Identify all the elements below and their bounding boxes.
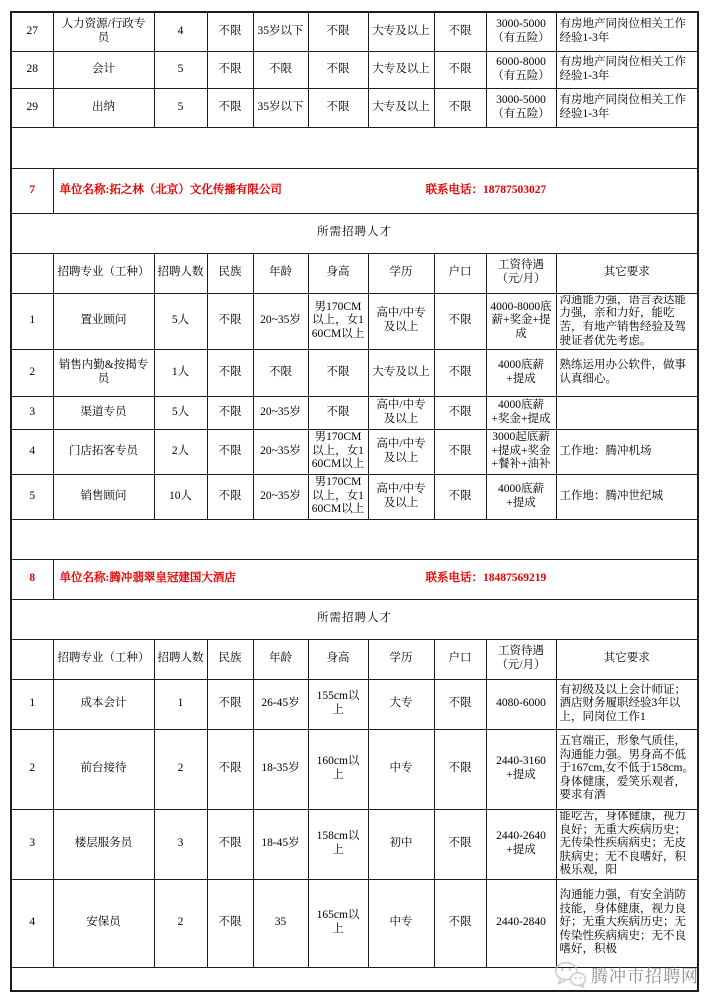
other-requirements xyxy=(556,879,698,967)
job-title-text: 人力资源/行政专员 xyxy=(61,18,146,44)
age xyxy=(253,293,308,349)
row-number xyxy=(11,429,53,474)
job-row xyxy=(11,88,698,127)
ethnicity-text: 不限 xyxy=(218,697,242,710)
ethnicity xyxy=(207,293,253,349)
education xyxy=(368,729,434,809)
age xyxy=(253,429,308,474)
ethnicity xyxy=(207,879,253,967)
job-row xyxy=(11,396,698,429)
column-header-age: 年龄 xyxy=(253,639,308,679)
age xyxy=(253,729,308,809)
column-header-other-requirements: 其它要求 xyxy=(556,253,698,293)
job-title-text: 渠道专员 xyxy=(80,405,127,418)
height-requirement-text: 男170CM以上，女160CM以上 xyxy=(311,476,365,516)
ethnicity-text: 不限 xyxy=(218,489,242,502)
age-text: 不限 xyxy=(269,365,292,378)
watermark-text: 腾冲市招聘网 xyxy=(591,967,699,986)
row-number xyxy=(11,679,53,729)
headcount-text: 1人 xyxy=(171,365,190,378)
section-subtitle-row xyxy=(11,213,698,253)
education-text: 大专 xyxy=(389,697,413,710)
job-title xyxy=(53,474,154,519)
column-header-headcount: 招聘人数 xyxy=(154,639,207,679)
age xyxy=(253,879,308,967)
ethnicity-text: 不限 xyxy=(218,916,242,929)
ethnicity-text: 不限 xyxy=(218,100,242,113)
headcount xyxy=(154,809,207,879)
job-row xyxy=(11,51,698,88)
job-title-text: 楼层服务员 xyxy=(74,837,133,850)
wechat-icon xyxy=(554,961,586,988)
household-registration xyxy=(434,879,486,967)
headcount-text: 5人 xyxy=(171,314,190,327)
other-requirements-text: 工作地：腾冲机场 xyxy=(559,444,652,457)
household-registration-text: 不限 xyxy=(448,24,472,37)
salary-text: 4000底薪+提成 xyxy=(498,358,544,385)
salary-text: 4000底薪+奖金+提成 xyxy=(491,398,551,425)
company-info-cell xyxy=(53,559,698,599)
job-row xyxy=(11,349,698,396)
column-header-headcount: 招聘人数 xyxy=(154,253,207,293)
other-requirements xyxy=(556,729,698,809)
height-requirement-text: 165cm以上 xyxy=(316,909,360,935)
education xyxy=(368,88,434,127)
ethnicity xyxy=(207,51,253,88)
headcount xyxy=(154,12,207,51)
row-number-text: 1 xyxy=(29,697,36,710)
row-number-text: 4 xyxy=(29,916,36,929)
company-number: 7 xyxy=(11,168,53,213)
education-text: 高中/中专及以上 xyxy=(376,482,426,509)
salary-text: 4080-6000 xyxy=(496,697,546,710)
height-requirement xyxy=(308,396,368,429)
column-header-height-requirement: 身高 xyxy=(308,253,368,293)
row-number xyxy=(11,349,53,396)
ethnicity-text: 不限 xyxy=(218,314,242,327)
height-requirement-text: 158cm以上 xyxy=(316,830,360,856)
height-requirement-text: 不限 xyxy=(326,405,350,418)
headcount-text: 3 xyxy=(177,837,184,850)
company-row xyxy=(11,559,698,599)
other-requirements-text: 沟通能力强，语言表达能力强，亲和力好，能吃苦，有地产销售经验及驾驶证者优先考虑。 xyxy=(559,294,686,347)
column-header-salary: 工资待遇（元/月） xyxy=(486,253,556,293)
age-text: 26-45岁 xyxy=(261,697,300,710)
height-requirement-text: 不限 xyxy=(326,62,350,75)
age xyxy=(253,349,308,396)
salary-text: 2440-3160+提成 xyxy=(496,755,546,781)
row-number xyxy=(11,879,53,967)
household-registration xyxy=(434,293,486,349)
job-title-text: 会计 xyxy=(92,62,115,75)
household-registration-text: 不限 xyxy=(448,314,472,327)
company-name: 单位名称:拓之林（北京）文化传播有限公司 xyxy=(59,183,282,196)
age xyxy=(253,51,308,88)
other-requirements xyxy=(556,349,698,396)
education xyxy=(368,293,434,349)
row-number-text: 27 xyxy=(26,24,38,37)
other-requirements-text: 有初级及以上会计师证；酒店财务履职经验3年以上，同岗位工作1 xyxy=(559,683,686,723)
other-requirements xyxy=(556,12,698,51)
row-number xyxy=(11,809,53,879)
age-text: 20~35岁 xyxy=(260,489,301,502)
headcount xyxy=(154,88,207,127)
company-number: 8 xyxy=(11,559,53,599)
ethnicity-text: 不限 xyxy=(218,62,242,75)
age xyxy=(253,809,308,879)
other-requirements-text: 工作地：腾冲世纪城 xyxy=(559,489,663,502)
ethnicity xyxy=(207,809,253,879)
household-registration-text: 不限 xyxy=(448,365,472,378)
household-registration-text: 不限 xyxy=(448,489,472,502)
education xyxy=(368,809,434,879)
other-requirements xyxy=(556,679,698,729)
job-title-text: 销售内勤&按揭专员 xyxy=(58,358,149,385)
other-requirements-text xyxy=(557,398,698,428)
job-row xyxy=(11,293,698,349)
other-requirements-text: 有房地产同岗位相关工作经验1-3年 xyxy=(559,55,686,82)
household-registration-text: 不限 xyxy=(448,100,472,113)
education-text: 中专 xyxy=(389,916,413,929)
education xyxy=(368,51,434,88)
household-registration xyxy=(434,474,486,519)
ethnicity-text: 不限 xyxy=(218,762,242,775)
headcount-text: 2 xyxy=(177,762,184,775)
height-requirement-text: 155cm以上 xyxy=(316,690,360,716)
household-registration xyxy=(434,679,486,729)
section-subtitle: 所需招聘人才 xyxy=(11,213,698,253)
education xyxy=(368,12,434,51)
job-title-text: 销售顾问 xyxy=(80,489,127,502)
household-registration-text: 不限 xyxy=(448,444,472,457)
company-phone: 联系电话：18487569219 xyxy=(425,572,547,585)
row-number xyxy=(11,293,53,349)
row-number-text: 5 xyxy=(29,489,36,502)
headcount-text: 5 xyxy=(177,100,184,113)
household-registration xyxy=(434,12,486,51)
column-header-other-requirements: 其它要求 xyxy=(556,639,698,679)
column-header-row-number xyxy=(11,639,53,679)
height-requirement-text: 160cm以上 xyxy=(316,755,360,781)
job-row xyxy=(11,474,698,519)
education xyxy=(368,396,434,429)
education-text: 初中 xyxy=(389,837,413,850)
age xyxy=(253,12,308,51)
job-title xyxy=(53,396,154,429)
row-number xyxy=(11,12,53,51)
row-number xyxy=(11,51,53,88)
other-requirements-text: 能吃苦，身体健康，视力良好；无重大疾病历史；无传染性疾病病史；无皮肤病史；无不良嗜好，积极乐观，阳 xyxy=(559,810,686,877)
row-number xyxy=(11,88,53,127)
job-row xyxy=(11,809,698,879)
other-requirements xyxy=(556,809,698,879)
spacer-row xyxy=(11,127,698,168)
row-number-text: 4 xyxy=(29,444,36,457)
other-requirements-text: 有房地产同岗位相关工作经验1-3年 xyxy=(559,18,686,44)
ethnicity-text: 不限 xyxy=(218,365,242,378)
column-header-ethnicity: 民族 xyxy=(207,639,253,679)
household-registration-text: 不限 xyxy=(448,837,472,850)
ethnicity-text: 不限 xyxy=(218,837,242,850)
education-text: 高中/中专及以上 xyxy=(376,437,426,464)
age xyxy=(253,88,308,127)
job-title-text: 安保员 xyxy=(86,916,121,929)
education-text: 中专 xyxy=(389,762,413,775)
headcount-text: 2 xyxy=(177,916,184,929)
height-requirement-text: 不限 xyxy=(326,24,350,37)
headcount xyxy=(154,679,207,729)
column-header-height-requirement: 身高 xyxy=(308,639,368,679)
job-row xyxy=(11,729,698,809)
column-header-household-registration: 户口 xyxy=(434,639,486,679)
height-requirement xyxy=(308,293,368,349)
other-requirements-text: 有房地产同岗位相关工作经验1-3年 xyxy=(559,93,686,120)
height-requirement xyxy=(308,679,368,729)
household-registration xyxy=(434,809,486,879)
salary-text: 3000起底薪+提成+奖金+餐补+油补 xyxy=(491,431,551,471)
height-requirement-text: 不限 xyxy=(326,365,350,378)
age-text: 35岁以下 xyxy=(257,24,304,37)
salary xyxy=(486,429,556,474)
company-name: 单位名称:腾冲翡翠皇冠建国大酒店 xyxy=(59,572,236,585)
age-text: 20~35岁 xyxy=(260,405,301,418)
education xyxy=(368,429,434,474)
education xyxy=(368,349,434,396)
job-title xyxy=(53,88,154,127)
salary xyxy=(486,474,556,519)
height-requirement xyxy=(308,349,368,396)
salary xyxy=(486,88,556,127)
other-requirements-text: 熟练运用办公软件，做事认真细心。 xyxy=(559,358,686,385)
job-title xyxy=(53,879,154,967)
household-registration-text: 不限 xyxy=(448,62,472,75)
headcount-text: 1 xyxy=(177,697,184,710)
salary xyxy=(486,12,556,51)
age-text: 不限 xyxy=(269,62,292,75)
job-title-text: 成本会计 xyxy=(80,697,127,710)
household-registration-text: 不限 xyxy=(448,405,472,418)
height-requirement xyxy=(308,729,368,809)
row-number xyxy=(11,396,53,429)
height-requirement-text: 男170CM以上，女160CM以上 xyxy=(311,300,365,340)
height-requirement xyxy=(308,88,368,127)
other-requirements xyxy=(556,293,698,349)
ethnicity xyxy=(207,12,253,51)
spacer-row xyxy=(11,519,698,559)
ethnicity-text: 不限 xyxy=(218,405,242,418)
other-requirements xyxy=(556,51,698,88)
section-subtitle-row xyxy=(11,599,698,639)
other-requirements xyxy=(556,88,698,127)
household-registration-text: 不限 xyxy=(448,762,472,775)
salary xyxy=(486,396,556,429)
company-phone: 联系电话：18787503027 xyxy=(425,183,547,196)
education-text: 高中/中专及以上 xyxy=(376,398,426,425)
headcount-text: 5人 xyxy=(171,405,190,418)
job-title xyxy=(53,293,154,349)
row-number-text: 2 xyxy=(29,365,36,378)
ethnicity-text: 不限 xyxy=(218,444,242,457)
column-header-education: 学历 xyxy=(368,253,434,293)
spacer-cell xyxy=(11,519,698,559)
job-row xyxy=(11,429,698,474)
height-requirement-text: 不限 xyxy=(326,100,350,113)
height-requirement-text: 男170CM以上，女160CM以上 xyxy=(311,431,365,471)
recruitment-table-body xyxy=(11,12,698,991)
age-text: 35 xyxy=(274,916,287,929)
age-text: 18-45岁 xyxy=(261,837,300,850)
headcount xyxy=(154,396,207,429)
education xyxy=(368,679,434,729)
job-title xyxy=(53,429,154,474)
job-title xyxy=(53,679,154,729)
site-watermark xyxy=(554,961,699,988)
column-header-salary: 工资待遇（元/月） xyxy=(486,639,556,679)
height-requirement xyxy=(308,12,368,51)
education xyxy=(368,879,434,967)
job-title xyxy=(53,729,154,809)
salary xyxy=(486,293,556,349)
height-requirement xyxy=(308,474,368,519)
height-requirement xyxy=(308,429,368,474)
job-row xyxy=(11,12,698,51)
row-number-text: 2 xyxy=(29,762,36,775)
household-registration xyxy=(434,88,486,127)
ethnicity xyxy=(207,729,253,809)
household-registration xyxy=(434,729,486,809)
headcount-text: 4 xyxy=(177,24,184,37)
job-title xyxy=(53,349,154,396)
ethnicity xyxy=(207,679,253,729)
salary-text: 3000-5000（有五险） xyxy=(492,93,550,120)
row-number xyxy=(11,474,53,519)
job-title xyxy=(53,12,154,51)
ethnicity xyxy=(207,429,253,474)
salary xyxy=(486,679,556,729)
company-row xyxy=(11,168,698,213)
salary xyxy=(486,729,556,809)
age xyxy=(253,474,308,519)
salary-text: 3000-5000（有五险） xyxy=(492,18,550,44)
recruitment-table xyxy=(10,11,699,992)
headcount xyxy=(154,349,207,396)
salary-text: 4000底薪+提成 xyxy=(498,482,544,509)
height-requirement xyxy=(308,809,368,879)
table-header-row xyxy=(11,253,698,293)
household-registration xyxy=(434,51,486,88)
other-requirements-text: 五官端正，形象气质佳，沟通能力强。男身高不低于167cm,女不低于158cm。身体健康，爱笑乐观者，要求有酒 xyxy=(559,735,694,802)
row-number-text: 29 xyxy=(26,100,38,113)
height-requirement xyxy=(308,879,368,967)
age xyxy=(253,679,308,729)
age-text: 35岁以下 xyxy=(257,100,304,113)
education-text: 大专及以上 xyxy=(372,24,430,37)
education-text: 大专及以上 xyxy=(372,365,430,378)
household-registration-text: 不限 xyxy=(448,697,472,710)
salary-text: 4000-8000底薪+奖金+提成 xyxy=(490,300,552,340)
education-text: 大专及以上 xyxy=(372,62,430,75)
height-requirement xyxy=(308,51,368,88)
salary-text: 6000-8000（有五险） xyxy=(492,55,550,82)
salary xyxy=(486,349,556,396)
company-info-cell xyxy=(53,168,698,213)
column-header-ethnicity: 民族 xyxy=(207,253,253,293)
education xyxy=(368,474,434,519)
job-title-text: 置业顾问 xyxy=(80,314,127,327)
headcount-text: 2人 xyxy=(171,444,190,457)
column-header-row-number xyxy=(11,253,53,293)
headcount xyxy=(154,879,207,967)
age-text: 18-35岁 xyxy=(261,762,300,775)
age xyxy=(253,396,308,429)
salary-text: 2440-2640+提成 xyxy=(496,830,546,856)
age-text: 20~35岁 xyxy=(260,444,301,457)
row-number-text: 3 xyxy=(29,405,36,418)
other-requirements xyxy=(556,396,698,429)
headcount-text: 5 xyxy=(177,62,184,75)
job-title-text: 门店拓客专员 xyxy=(69,444,138,457)
headcount xyxy=(154,51,207,88)
household-registration xyxy=(434,396,486,429)
education-text: 大专及以上 xyxy=(372,100,430,113)
column-header-job-title: 招聘专业（工种） xyxy=(53,253,154,293)
column-header-household-registration: 户口 xyxy=(434,253,486,293)
other-requirements xyxy=(556,429,698,474)
column-header-age: 年龄 xyxy=(253,253,308,293)
headcount xyxy=(154,729,207,809)
column-header-education: 学历 xyxy=(368,639,434,679)
section-subtitle: 所需招聘人才 xyxy=(11,599,698,639)
column-header-job-title: 招聘专业（工种） xyxy=(53,639,154,679)
row-number-text: 1 xyxy=(29,314,36,327)
job-title xyxy=(53,809,154,879)
ethnicity-text: 不限 xyxy=(218,24,242,37)
headcount xyxy=(154,474,207,519)
other-requirements xyxy=(556,474,698,519)
row-number-text: 3 xyxy=(29,837,36,850)
household-registration xyxy=(434,349,486,396)
ethnicity xyxy=(207,349,253,396)
job-title-text: 出纳 xyxy=(92,100,115,113)
spacer-cell xyxy=(11,127,698,168)
job-title-text: 前台接待 xyxy=(80,762,127,775)
headcount xyxy=(154,293,207,349)
row-number-text: 28 xyxy=(26,62,38,75)
salary xyxy=(486,51,556,88)
age-text: 20~35岁 xyxy=(260,314,301,327)
job-title xyxy=(53,51,154,88)
headcount xyxy=(154,429,207,474)
ethnicity xyxy=(207,396,253,429)
headcount-text: 10人 xyxy=(169,489,192,502)
other-requirements-text: 沟通能力强，有安全消防技能，身体健康，视力良好；无重大疾病历史；无传染性疾病病史；无不良嗜好，积极 xyxy=(559,889,686,956)
ethnicity xyxy=(207,474,253,519)
household-registration xyxy=(434,429,486,474)
job-row xyxy=(11,679,698,729)
salary-text: 2440-2840 xyxy=(496,916,546,929)
job-row xyxy=(11,879,698,967)
salary xyxy=(486,809,556,879)
household-registration-text: 不限 xyxy=(448,916,472,929)
salary xyxy=(486,879,556,967)
education-text: 高中/中专及以上 xyxy=(376,307,426,333)
table-header-row xyxy=(11,639,698,679)
row-number xyxy=(11,729,53,809)
ethnicity xyxy=(207,88,253,127)
